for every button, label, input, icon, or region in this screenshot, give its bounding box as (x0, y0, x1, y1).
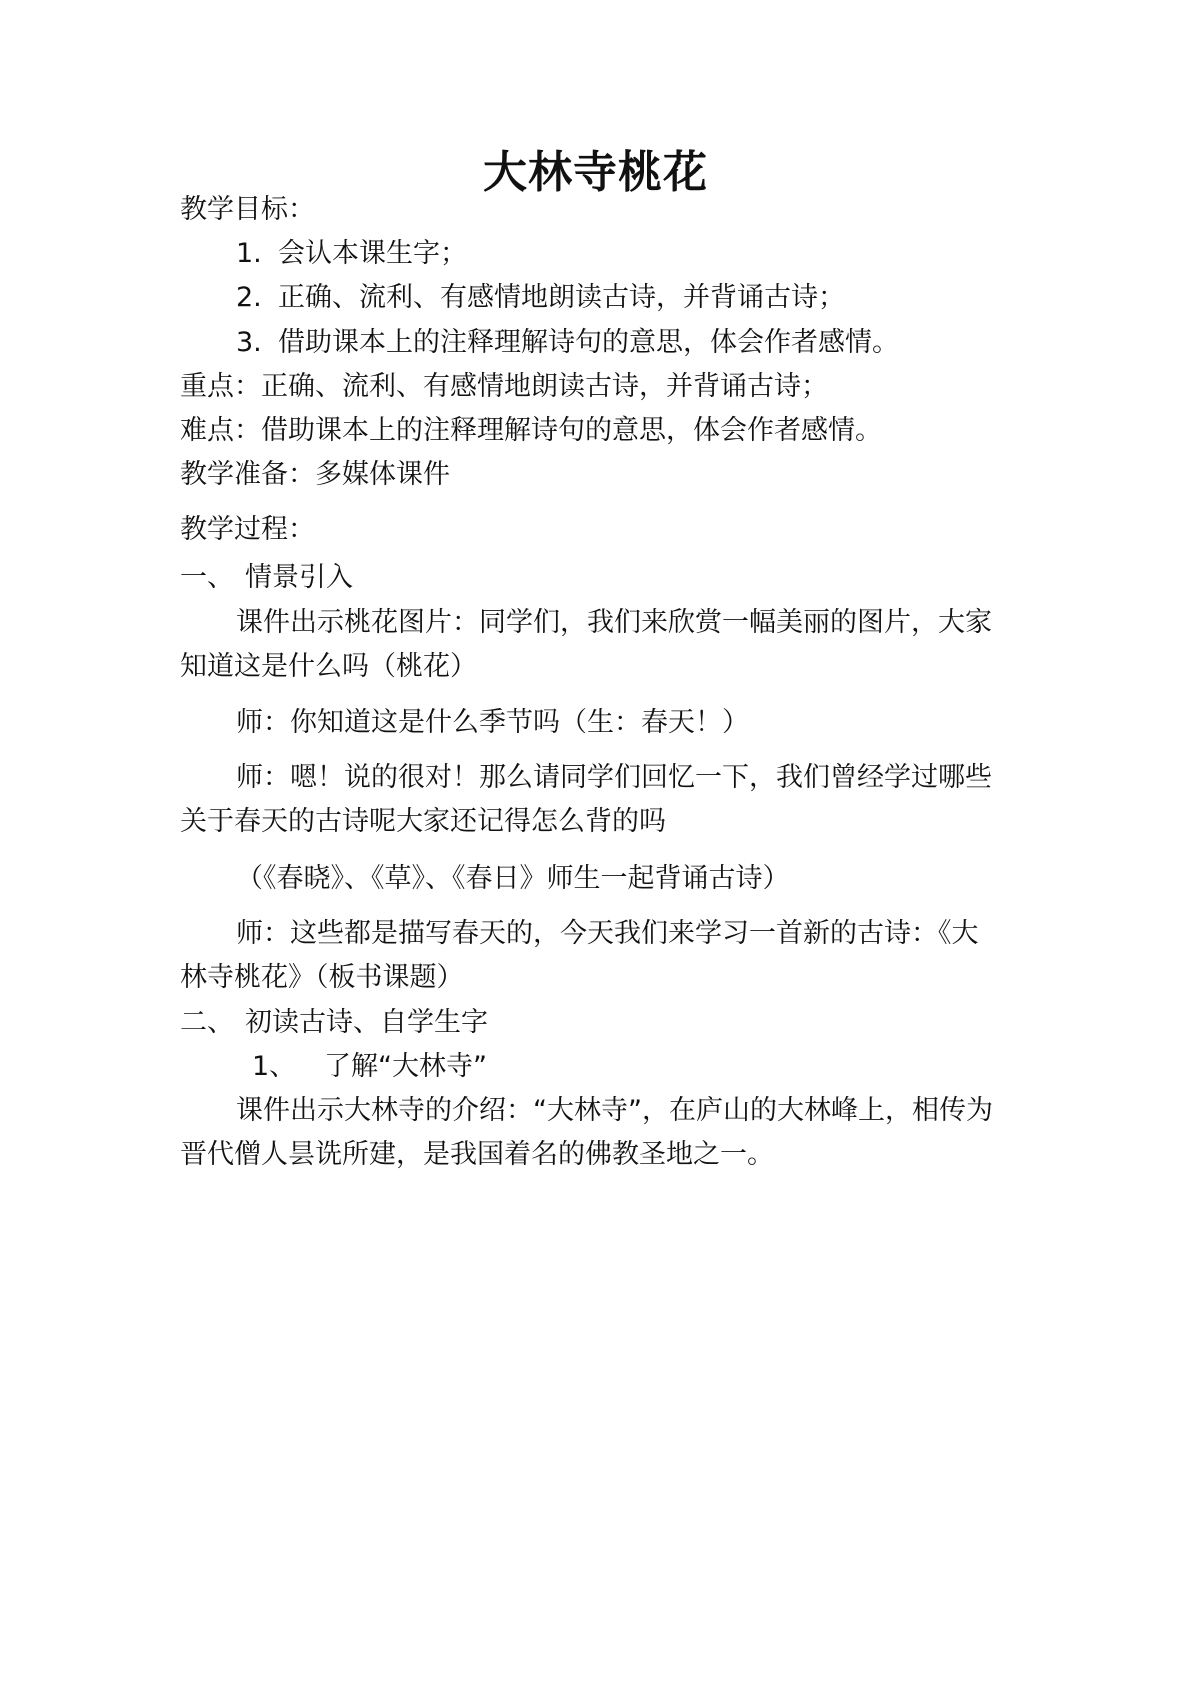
paragraph-line: 师：你知道这是什么季节吗（生：春天！） (236, 707, 749, 738)
document-title: 大林寺桃花 (483, 147, 708, 198)
process-heading: 教学过程： (180, 514, 315, 545)
subsection-1-heading (252, 1045, 1092, 1089)
objective-item-1 (236, 232, 1076, 276)
objective-item-2 (236, 276, 1076, 320)
preparation: 教学准备：多媒体课件 (180, 459, 450, 490)
objectives-heading: 教学目标： (180, 194, 315, 225)
objective-text: 正确、流利、有感情地朗读古诗，并背诵古诗； (278, 282, 845, 313)
objective-number: 3. (236, 327, 262, 358)
objective-number: 2. (236, 282, 262, 313)
key-point: 重点：正确、流利、有感情地朗读古诗，并背诵古诗； (180, 371, 828, 402)
paragraph-line: 课件出示大林寺的介绍：“大林寺”，在庐山的大林峰上，相传为 (236, 1095, 993, 1126)
section-2-heading (180, 1001, 1020, 1045)
paragraph-line: 师：这些都是描写春天的，今天我们来学习一首新的古诗：《大 (236, 918, 979, 949)
difficulty: 难点：借助课本上的注释理解诗句的意思，体会作者感情。 (180, 415, 882, 446)
objective-text: 借助课本上的注释理解诗句的意思，体会作者感情。 (278, 327, 899, 358)
objective-text: 会认本课生字； (278, 238, 467, 269)
section-title: 初读古诗、自学生字 (245, 1007, 488, 1038)
paragraph-line: 林寺桃花》（板书课题） (180, 962, 464, 993)
paragraph-line: 课件出示桃花图片：同学们，我们来欣赏一幅美丽的图片，大家 (236, 607, 992, 638)
section-1-heading (180, 556, 1020, 600)
subsection-title: 了解“大林寺” (324, 1051, 487, 1082)
section-title: 情景引入 (245, 562, 353, 593)
paragraph-line: 知道这是什么吗（桃花） (180, 651, 477, 682)
paragraph-line: 晋代僧人昙诜所建，是我国着名的佛教圣地之一。 (180, 1139, 774, 1170)
objective-item-3 (236, 321, 1076, 365)
paragraph-line: （《春晓》、《草》、《春日》师生一起背诵古诗） (236, 863, 790, 894)
section-number: 一、 (180, 562, 234, 593)
section-number: 二、 (180, 1007, 234, 1038)
paragraph-line: 师：嗯！说的很对！那么请同学们回忆一下，我们曾经学过哪些 (236, 762, 992, 793)
subsection-number: 1、 (252, 1051, 297, 1082)
paragraph-line: 关于春天的古诗呢大家还记得怎么背的吗 (180, 806, 666, 837)
objective-number: 1. (236, 238, 262, 269)
